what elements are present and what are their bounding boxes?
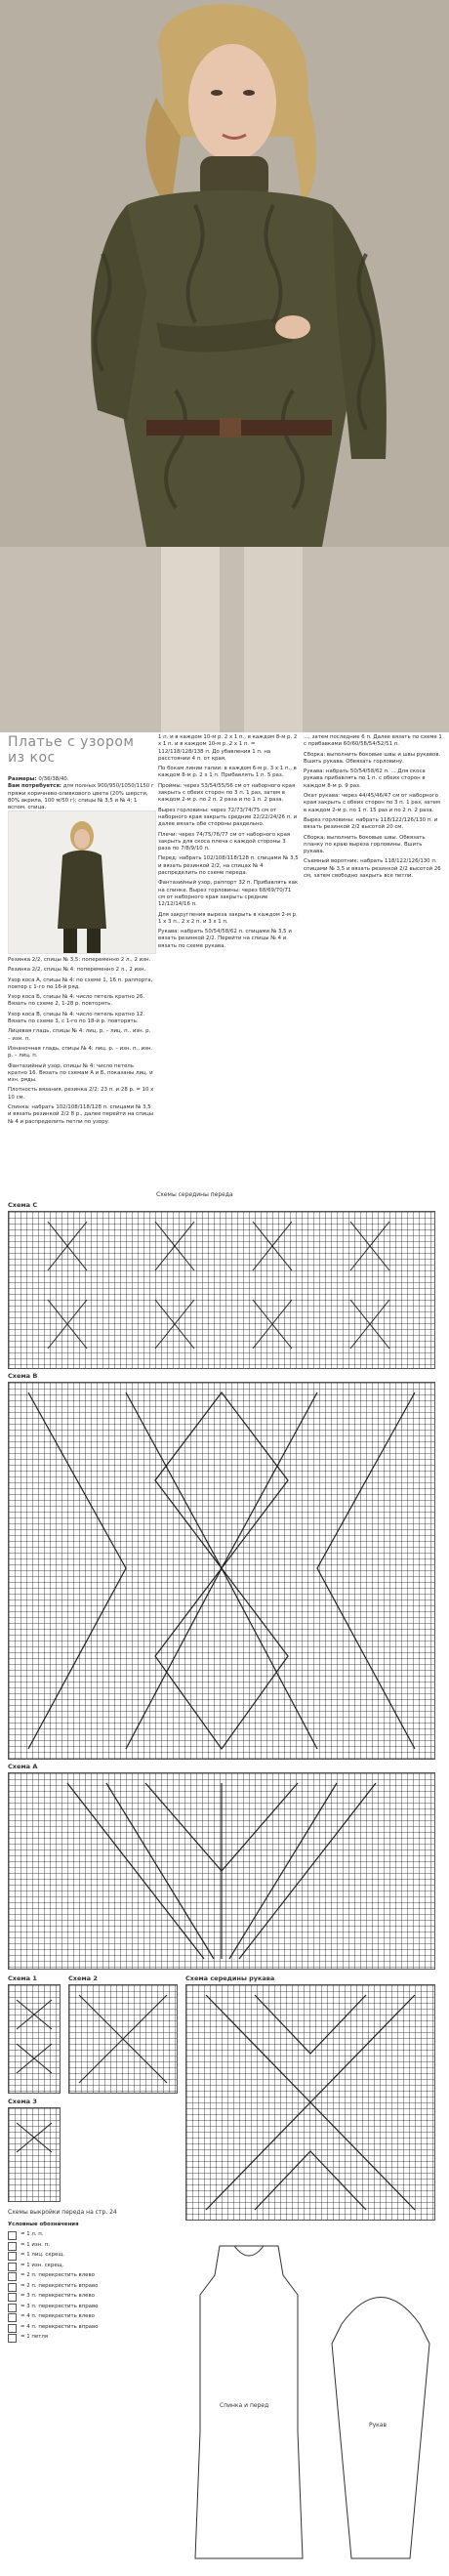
- col1-paragraph: Спинка: набрать 102/108/118/128 п. спицами № 3,5 и вязать резинкой 2/2 8 р., далее перейти на спицы № 4 и распределить петли по узору.: [8, 1104, 154, 1125]
- legend-symbol-icon: [8, 2313, 17, 2322]
- title-line-1: Платье с узором: [8, 734, 135, 750]
- legend-title: Условные обозначения: [8, 2222, 79, 2227]
- sizes-label: Размеры:: [8, 776, 37, 782]
- col2-paragraph: Перед: набрать 102/108/118/128 п. спицами № 3,5 и вязать резинкой 2/2, на спицах № 4 распределить по схеме переда.: [158, 855, 299, 877]
- legend-item: [8, 2242, 184, 2251]
- legend-item-text: = 3 п. перекрестить вправо: [20, 2303, 99, 2309]
- chart-1-symbols: [9, 1985, 60, 2093]
- legend-item: [8, 2231, 184, 2240]
- col3-paragraph: Сборка: выполнить боковые швы. Обвязать планку по краю выреза горловины. Вшить рукава.: [304, 834, 426, 855]
- intro-block: [8, 776, 154, 810]
- chart-b-grid: [8, 1382, 435, 1760]
- sleeve-pattern-shape: [322, 2265, 439, 2568]
- legend-item: [8, 2304, 184, 2312]
- legend-item: [8, 2313, 184, 2322]
- chart-c-grid: [8, 1211, 435, 1369]
- col2-paragraph: Вырез горловины: через 72/73/74/75 см от наборного края закрыть средние 22/22/24/26 п. и далее вязать обе стороны раздельно.: [158, 807, 298, 828]
- legend-symbol-icon: [8, 2334, 17, 2343]
- chart-c-label: Схема С: [8, 1201, 38, 1209]
- chart-1-label: Схема 1: [8, 1974, 37, 1982]
- chart-2-symbols: [69, 1985, 177, 2093]
- legend-symbol-icon: [8, 2324, 17, 2333]
- col1-paragraph: Узор коса А, спицы № 4: по схеме 1, 16 п. раппорта, повтор с 1-го по 16-й ряд.: [8, 976, 153, 990]
- chart-sleeve-grid: [185, 1984, 435, 2221]
- chart-b-symbols: [9, 1383, 434, 1759]
- legend-item-text: = 4 п. перекрестить влево: [20, 2313, 95, 2320]
- legend-symbol-icon: [8, 2252, 17, 2261]
- chart-3-label: Схема 3: [8, 2098, 37, 2105]
- model-photo: [0, 0, 449, 732]
- col2-paragraph: Плечи: через 74/75/76/77 см от наборного края закрыть для скоса плеча с каждой стороны 3 раза по 7/8/9/10 п.: [158, 831, 291, 852]
- legend-item-text: = 1 петля: [20, 2334, 49, 2341]
- chart-1-grid: [8, 1984, 61, 2094]
- need-label: Вам потребуется:: [8, 783, 61, 790]
- legend-item-text: = 1 лиц. скрещ.: [20, 2252, 65, 2259]
- legend-item: [8, 2252, 184, 2261]
- col2-paragraph: Для закругления выреза закрыть в каждом 2-м р. 1 х 3 п., 2 х 2 п. и 3 х 1 п.: [158, 911, 298, 925]
- chart-a-grid: [8, 1772, 435, 1970]
- text-column-3: [304, 734, 443, 1186]
- model-illustration: [0, 0, 449, 732]
- col2-paragraph: Проймы: через 53/54/55/56 см от наборного края закрыть с обеих сторон по 3 п. 1 раз, затем в каждом 2-м р. по 2 п. 2 раза и по 1 п. 2 раза.: [158, 782, 296, 804]
- pattern-note: Схемы выкройки переда на стр. 24: [8, 2209, 117, 2216]
- col1-paragraph: Фантазийный узор, спицы № 4: число петель кратно 16. Вязать по схемам А и Б, показаны лиц. и изн. ряды.: [8, 1062, 153, 1084]
- col1-paragraph: Плотность вязания, резинка 2/2: 23 п. и 28 р. = 10 х 10 см.: [8, 1087, 154, 1101]
- chart-a-label: Схема А: [8, 1763, 38, 1770]
- legend: [8, 2222, 184, 2568]
- col2-paragraph: Рукава: набрать 50/54/58/62 п. спицами № 3,5 и вязать резинкой 2/2. Перейти на спицы № 4 и вязать по схеме рукава.: [158, 929, 292, 949]
- legend-symbol-icon: [8, 2231, 17, 2240]
- col3-paragraph: ..., затем последние 6 п. Далее вязать по схеме 1 с прибавками 60/60/58/54/52/51 п.: [304, 734, 442, 748]
- legend-item: [8, 2324, 184, 2333]
- col1-paragraph: Узор коса В, спицы № 4: число петель кратно 12. Вязать по схеме 3, с 1-го по 18-й р. повторять.: [8, 1011, 145, 1025]
- legend-items: [8, 2231, 184, 2343]
- legend-symbol-icon: [8, 2242, 17, 2251]
- col1-paragraph: Лицевая гладь, спицы № 4: лиц. р. – лиц. п., изн. р. – изн. п.: [8, 1028, 151, 1042]
- legend-symbol-icon: [8, 2304, 17, 2312]
- legend-item: [8, 2263, 184, 2271]
- col1-paragraph: Изнаночная гладь, спицы № 4: лиц. р. – изн. п., изн. р. – лиц. п.: [8, 1045, 153, 1059]
- text-column-1: [8, 957, 154, 1186]
- chart-c-symbols: [9, 1212, 434, 1368]
- col1-paragraph: Узор коса Б, спицы № 4: число петель кратно 26. Вязать по схеме 2, 1-28 р. повторять.: [8, 994, 145, 1008]
- col3-paragraph: Сборка: выполнить боковые швы и швы рукавов. Вшить рукава. Обвязать горловину.: [304, 751, 441, 765]
- need-text: для полных 900/950/1050/1150 г пряжи коричнево-оливкового цвета (20% шерсти, 80% акрила, 100 м/50 г); спицы № 3,5 и № 4; 1 вспом. спица.: [8, 783, 154, 810]
- page-title: [8, 734, 154, 766]
- chart-b-label: Схема В: [8, 1372, 38, 1380]
- chart-3-grid: [8, 2107, 61, 2202]
- chart-2-grid: [68, 1984, 178, 2094]
- col2-paragraph: 1 п. и в каждом 10-м р. 2 х 1 п., в каждом 8-м р. 2 х 1 п. и в каждом 10-м р. 2 х 1 п. = 112/118/128/138 п. До убавления 1 п. на расстоянии 4 п. от края.: [158, 734, 298, 762]
- legend-item-text: = 1 изн. п.: [20, 2241, 50, 2248]
- legend-item-text: = 2 п. перекрестить вправо: [20, 2282, 99, 2289]
- model-thumbnail: [8, 810, 156, 954]
- col2-paragraph: Фантазийный узор, раппорт 32 п. Прибавлять как на спинке. Вырез горловины: через 68/69/70/71 см от наборного края закрыть средние 12/12/14/16 п.: [158, 880, 299, 908]
- chart-sleeve-symbols: [186, 1985, 434, 2220]
- chart-sleeve-label: Схема середины рукава: [185, 1974, 275, 1982]
- chart-a-symbols: [9, 1773, 434, 1969]
- legend-item-text: = 1 изн. скрещ.: [20, 2262, 64, 2268]
- chart-3-symbols: [9, 2108, 60, 2201]
- legend-item: [8, 2293, 184, 2302]
- legend-symbol-icon: [8, 2272, 17, 2281]
- model-thumbnail-figure: [9, 811, 155, 953]
- col3-paragraph: Съемный воротник: набрать 118/122/126/130 п. спицами № 3,5 и вязать резинкой 2/2 высотой 26 см, затем свободно закрыть все петли.: [304, 858, 441, 880]
- legend-item: [8, 2272, 184, 2281]
- legend-symbol-icon: [8, 2283, 17, 2292]
- sleeve-pattern-label: Рукав: [369, 2422, 388, 2429]
- col3-paragraph: Окат рукава: через 44/45/46/47 см от наборного края закрыть с обеих сторон по 3 п. 1 раз, затем в каждом 2-м р. по 1 п. 15 раз и по 2 п. 2 раза.: [304, 793, 440, 813]
- col1-paragraph: Резинка 2/2, спицы № 3,5: попеременно 2 л., 2 изн.: [8, 957, 151, 963]
- title-line-2: из кос: [8, 750, 56, 766]
- legend-symbol-icon: [8, 2293, 17, 2302]
- col3-paragraph: Вырез горловины: набрать 118/122/126/130 п. и вязать резинкой 2/2 высотой 20 см.: [304, 816, 438, 831]
- legend-item-text: = 2 п. перекрестить влево: [20, 2272, 95, 2279]
- chart-2-label: Схема 2: [68, 1974, 98, 1982]
- front-pattern: [190, 2236, 307, 2568]
- col1-paragraph: Резинка 2/2, спицы № 4: попеременно 2 л., 2 изн.: [8, 967, 146, 974]
- col2-paragraph: По бокам линии талии: в каждом 6-м р. 3 х 1 п., в каждом 8-м р. 2 х 1 п. Прибавлять 1 п. 5 раз.: [158, 766, 297, 779]
- legend-item-text: = 3 п. перекрестить влево: [20, 2293, 95, 2300]
- center-charts-title: Схемы середины переда: [156, 1191, 233, 1198]
- legend-item-text: = 4 п. перекрестить вправо: [20, 2323, 99, 2330]
- legend-symbol-icon: [8, 2263, 17, 2271]
- sleeve-pattern: [322, 2265, 439, 2568]
- legend-item: [8, 2283, 184, 2292]
- sizes-value: 0/36/38/40.: [38, 776, 69, 782]
- legend-item-text: = 1 л. п.: [20, 2231, 44, 2238]
- col3-paragraph: Рукава: набрать 50/54/58/62 п. ... Для скоса рукава прибавлять по 1 п. с обеих сторон в каждом 8-м р. 9 раз.: [304, 769, 426, 789]
- front-pattern-label: Спинка и перед: [220, 2402, 269, 2409]
- text-column-2: [158, 734, 300, 1186]
- legend-item: [8, 2334, 184, 2343]
